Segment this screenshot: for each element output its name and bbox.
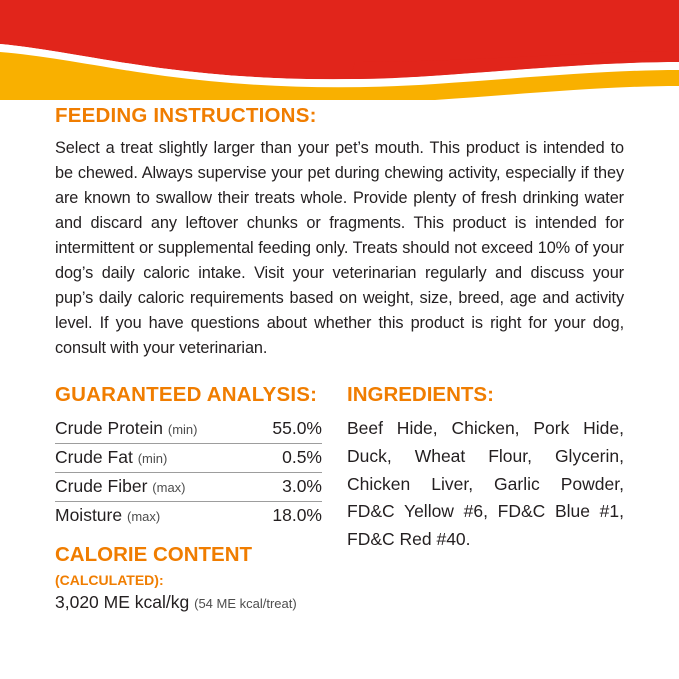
nutrient-qualifier: (max) [152,480,186,496]
banner-swoosh-graphic [0,0,679,100]
nutrient-value: 3.0% [282,476,322,497]
ingredients-body: Beef Hide, Chicken, Pork Hide, Duck, Wheat Flour, Glycerin, Chicken Liver, Garlic Powder, FD&C Yellow #6, FD&C Blue #1, FD&C Red #40. [347,418,624,549]
table-row [55,502,322,530]
feeding-instructions-title: FEEDING INSTRUCTIONS: [55,104,317,127]
calorie-kcal-per-kg: 3,020 ME kcal/kg [55,592,190,613]
nutrient-value: 0.5% [282,447,322,468]
ingredients-column [343,383,624,613]
two-column-section [55,383,624,613]
nutrient-label: Crude Protein [55,418,163,439]
calorie-content-value [55,592,325,613]
nutrient-qualifier: (min) [137,451,168,467]
guaranteed-analysis-table [55,415,322,530]
calorie-kcal-per-treat: (54 ME kcal/treat) [194,596,297,612]
calorie-calculated-note: (CALCULATED): [55,571,164,588]
table-row [55,444,322,473]
ingredients-title: INGREDIENTS: [347,383,494,407]
table-row [55,473,322,502]
nutrient-label: Moisture [55,505,123,526]
nutrient-value: 18.0% [272,505,322,526]
nutrient-label: Crude Fiber [55,476,148,497]
label-content [0,104,679,613]
calorie-content-label: CALORIE CONTENT [55,543,253,567]
decorative-banner [0,0,679,100]
nutrient-name [55,447,167,468]
guaranteed-analysis-title: GUARANTEED ANALYSIS: [55,383,318,407]
nutrient-qualifier: (min) [167,422,198,438]
table-row [55,415,322,444]
nutrient-value: 55.0% [272,418,322,439]
nutrient-name [55,476,186,497]
nutrient-qualifier: (max) [126,509,161,525]
nutrient-name [55,418,197,439]
nutrient-label: Crude Fat [55,447,133,468]
feeding-instructions-body: Select a treat slightly larger than your pet’s mouth. This product is intended to be chewed. Always supervise your pet during chewing activity, especially if they are known to swallow their treats whole. Provide plenty of fresh drinking water and discard any leftover chunks or fragments. This product is intended for intermittent or supplemental feeding only. Treats should not exceed 10% of your dog’s daily caloric intake. Visit your veterinarian regularly and discuss your pup’s daily caloric requirements based on weight, size, breed, age and activity level. If you have questions about whether this product is right for your dog, consult with your veterinarian. [55,138,624,358]
guaranteed-analysis-column [55,383,343,613]
calorie-content-title [55,543,325,590]
nutrient-name [55,505,160,526]
